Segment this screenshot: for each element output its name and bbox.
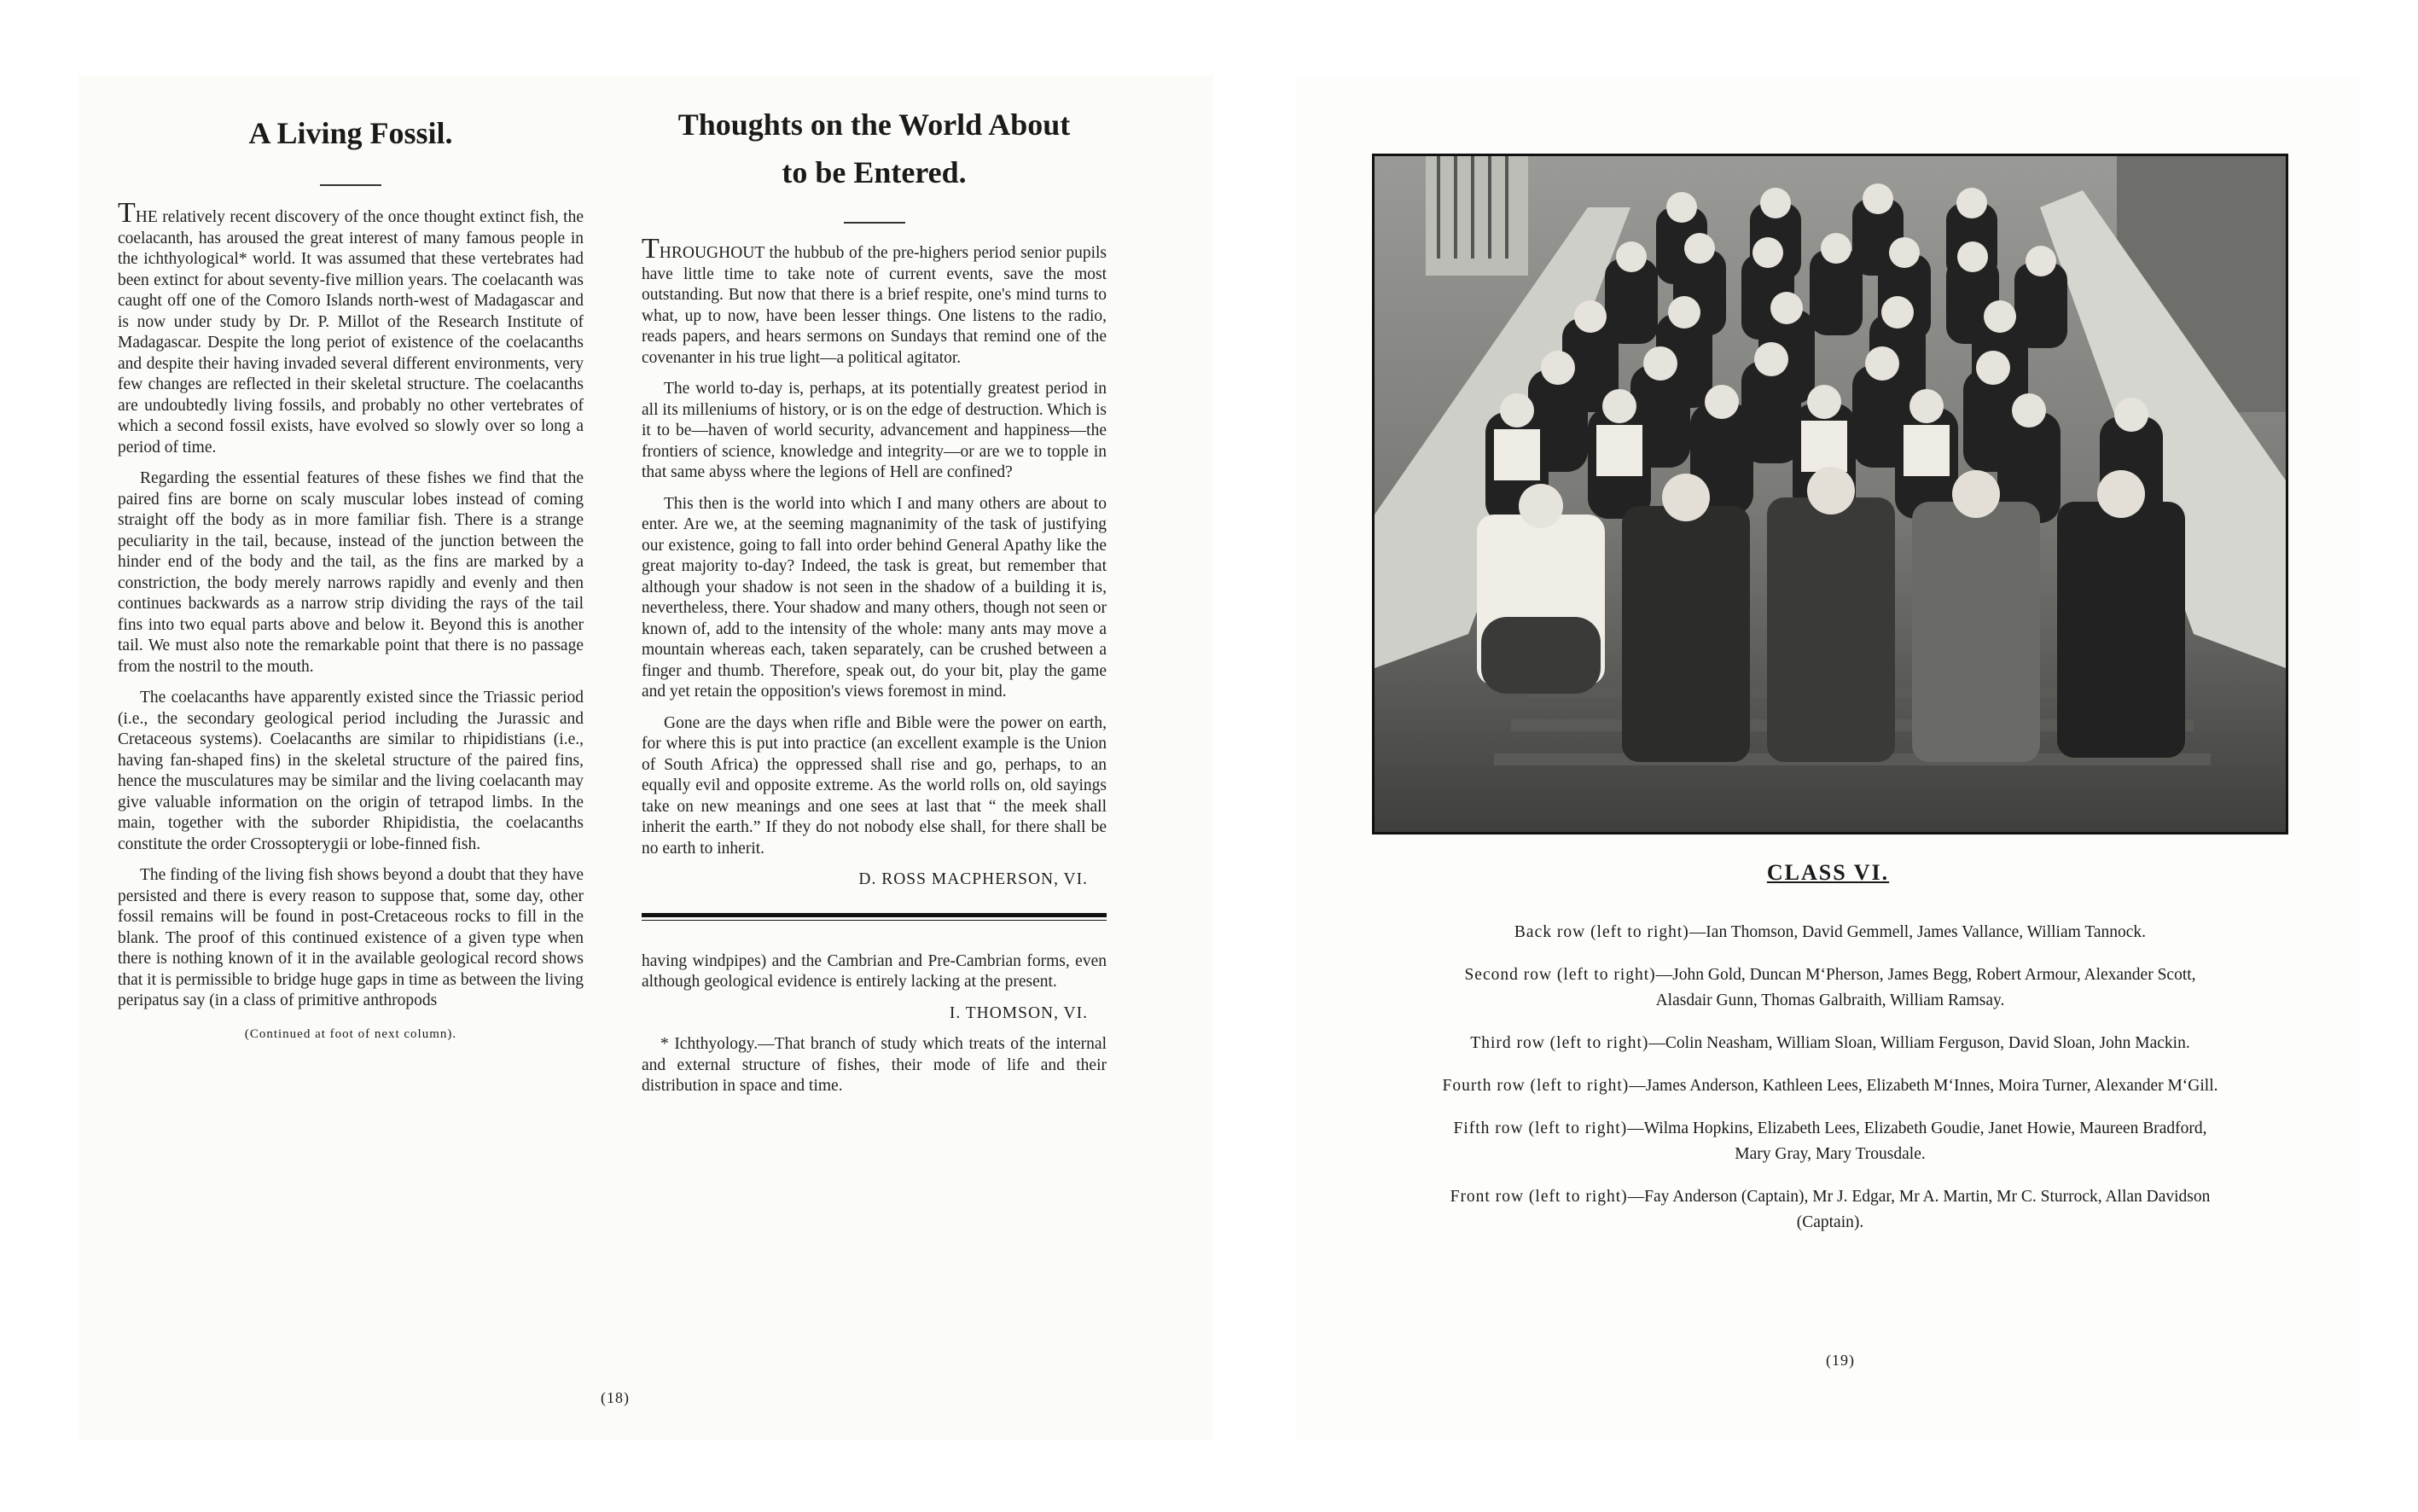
caption-row-front: Front row (left to right)—Fay Anderson (Captain), Mr J. Edgar, Mr A. Martin, Mr C. Sturrock, Allan Davidson (Captain). <box>1450 1188 2211 1231</box>
title-divider <box>844 222 905 224</box>
article-title-line-2: to be Entered. <box>782 155 967 189</box>
page-number: (19) <box>1826 1352 1855 1369</box>
paragraph: THROUGHOUT the hubbub of the pre-highers period senior pupils have little time to take note of current events, save the most outstanding. But now that there is a brief respite, one's mind turns to what, up to now, have been lesser things. One listens to the radio, reads papers, and hears sermons on Sundays that remind one of the covenanter in his true light—a political agitator. <box>642 233 1107 367</box>
photo-illustration <box>1375 156 2286 832</box>
author-signature: D. ROSS MACPHERSON, VI. <box>858 870 1088 888</box>
class-group-photo <box>1372 154 2288 835</box>
article-title: A Living Fossil. <box>248 116 453 150</box>
photo-caption-list <box>1442 920 2218 1253</box>
article-thoughts-on-the-world <box>642 101 1107 1108</box>
caption-row-second: Second row (left to right)—John Gold, Duncan M‘Pherson, James Begg, Robert Armour, Alexander Scott, Alasdair Gunn, Thomas Galbraith, William Ramsay. <box>1464 966 2196 1009</box>
paragraph: The coelacanths have apparently existed since the Triassic period (i.e., the secondary geological period including the Jurassic and Cretaceous systems). Coelacanths are similar to rhipidistians (i.e., having fan-shaped fins) in the skeletal structure of the paired fins, hence the musculatures may be similar and the living coelacanth may give valuable information on the origin of tetrapod limbs. In the main, together with the suborder Rhipidistia, the coelacanths constitute the order Crossopterygii or lobe-finned fish. <box>118 689 584 853</box>
paragraph: Gone are the days when rifle and Bible were the power on earth, for where this is put into practice (an excellent example is the Union of South Africa) the oppressed shall rise and go, perhaps, to an equally evil and opposite extreme. As the world rolls on, old sayings take on new meanings and one sees at last that “ the meek shall inherit the earth.” If they do not nobody else shall, for there shall be no earth to inherit. <box>642 713 1107 858</box>
paragraph: This then is the world into which I and many others are about to enter. Are we, at the seeming magnanimity of the task of justifying our existence, going to fall into order behind General Apathy like the great majority to-day? Indeed, the task is great, but remember that although your shadow is not seen in the shadow of a building it is, nevertheless, there. Your shadow and many others, though not seen or known of, add to the intensity of the whole: many ants may move a mountain whereas each, taken separately, can be crushed between a finger and thumb. Therefore, speak out, do your bit, play the game and yet retain the opposition's views foremost in mind. <box>642 494 1107 701</box>
section-divider <box>642 913 1107 921</box>
article-title <box>642 101 1107 196</box>
article-a-living-fossil <box>118 109 584 1042</box>
footnote: * Ichthyology.—That branch of study which treats of the internal and external structure of fishes, their mode of life and their distribution in space and time. <box>642 1035 1107 1095</box>
paragraph: The world to-day is, perhaps, at its potentially greatest period in all its milleniums of history, or is on the edge of destruction. Which is it to be—haven of world security, advancement and happiness—the frontiers of science, knowledge and integrity—or are we to topple in that same abyss where the legions of Hell are confined? <box>642 380 1107 481</box>
drop-cap: T <box>118 197 136 229</box>
right-page <box>1297 75 2359 1440</box>
continuation-paragraph: having windpipes) and the Cambrian and Pre-Cambrian forms, even although geological evidence is entirely lacking at the present. <box>642 951 1107 991</box>
continued-note: (Continued at foot of next column). <box>244 1026 457 1041</box>
paragraph: The finding of the living fish shows beyond a doubt that they have persisted and there is every reason to suppose that, some day, other fossil remains will be found in post-Cretaceous rocks to fill in the blank. The proof of this continued existence of a given type when there is nothing known of it in the available geological record shows that it is permissible to bridge huge gaps in time as between the living peripatus say (in a class of primitive anthropods <box>118 866 584 1009</box>
caption-row-third: Third row (left to right)—Colin Neasham, William Sloan, William Ferguson, David Sloan, John Mackin. <box>1470 1034 2190 1052</box>
drop-cap: T <box>642 233 660 265</box>
left-page <box>78 75 1213 1440</box>
caption-row-fifth: Fifth row (left to right)—Wilma Hopkins, Elizabeth Lees, Elizabeth Goudie, Janet Howie, Maureen Bradford, Mary Gray, Mary Trousdale. <box>1453 1119 2207 1163</box>
title-divider <box>320 184 381 186</box>
photo-title: CLASS VI. <box>1766 860 1890 885</box>
paragraph: THE relatively recent discovery of the once thought extinct fish, the coelacanth, has aroused the great interest of many famous people in the ichthyological* world. It was assumed that these vertebrates had been extinct for about seventy-five million years. The coelacanth was caught off one of the Comoro Islands north-west of Madagascar and is now under study by Dr. P. Millot of the Research Institute of Madagascar. Despite the long periot of existence of the coelacanths and despite their having invaded several different environments, very few changes are reflected in their skeletal structure. The coelacanths are undoubtedly living fossils, and probably no other vertebrates of which a second fossil exists, have evolved so slowly over so long a period of time. <box>118 197 584 457</box>
caption-row-fourth: Fourth row (left to right)—James Anderson, Kathleen Lees, Elizabeth M‘Innes, Moira Turner, Alexander M‘Gill. <box>1442 1077 2218 1095</box>
article-title-line-1: Thoughts on the World About <box>677 108 1071 142</box>
author-signature: I. THOMSON, VI. <box>949 1003 1088 1022</box>
paragraph: Regarding the essential features of these fishes we find that the paired fins are borne on scaly muscular lobes instead of coming straight off the body as in more familiar fish. There is a strange peculiarity in the tail, because, instead of the junction between the hinder end of the body and the tail, as the fins are marked by a constriction, the body merely narrows rapidly and evenly and then continues backwards as a narrow strip dividing the rays of the tail fins into two equal parts above and below it. Beyond this is another tail. We must also note the remarkable point that there is no passage from the nostril to the mouth. <box>118 469 584 676</box>
page-number: (18) <box>601 1389 630 1406</box>
caption-row-back: Back row (left to right)—Ian Thomson, David Gemmell, James Vallance, William Tannock. <box>1514 923 2147 941</box>
